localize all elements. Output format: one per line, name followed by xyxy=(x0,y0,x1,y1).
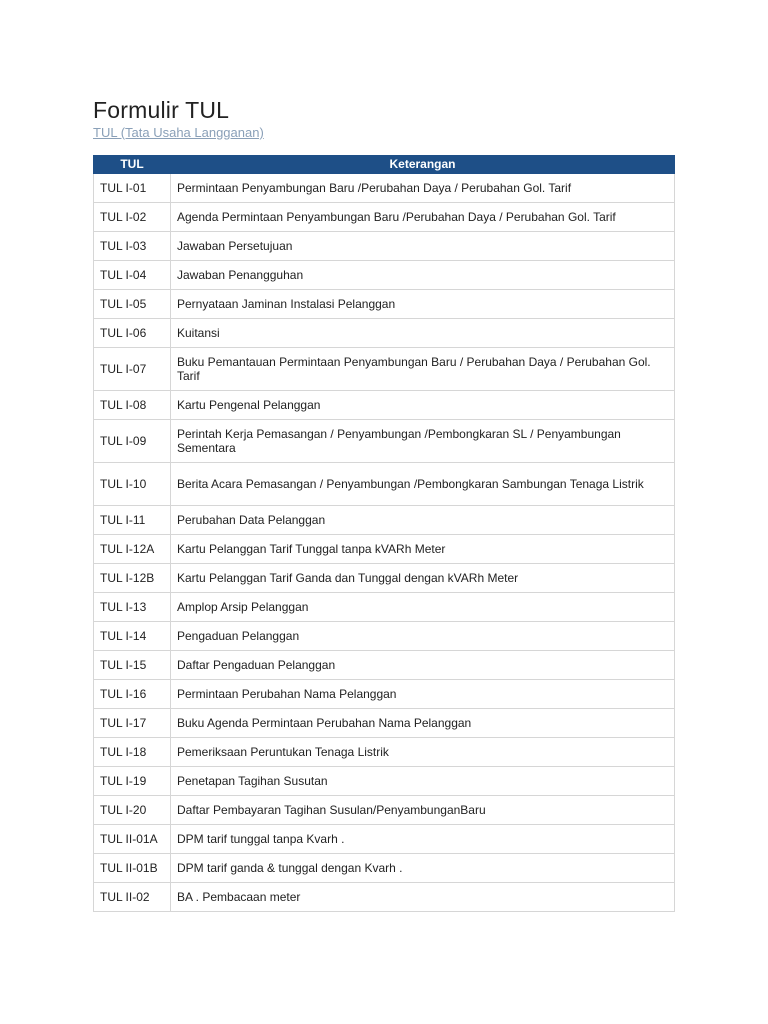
keterangan-cell: Pemeriksaan Peruntukan Tenaga Listrik xyxy=(171,738,675,767)
tul-code-cell: TUL I-04 xyxy=(94,261,171,290)
keterangan-cell: Jawaban Penangguhan xyxy=(171,261,675,290)
tul-code-cell: TUL I-07 xyxy=(94,348,171,391)
table-row xyxy=(94,883,675,912)
tul-code-cell: TUL I-16 xyxy=(94,680,171,709)
table-row xyxy=(94,825,675,854)
tul-code-cell: TUL II-01B xyxy=(94,854,171,883)
keterangan-cell: Permintaan Penyambungan Baru /Perubahan Daya / Perubahan Gol. Tarif xyxy=(171,174,675,203)
tul-code-cell: TUL I-15 xyxy=(94,651,171,680)
keterangan-cell: DPM tarif ganda & tunggal dengan Kvarh . xyxy=(171,854,675,883)
keterangan-cell: Pengaduan Pelanggan xyxy=(171,622,675,651)
tul-code-cell: TUL I-02 xyxy=(94,203,171,232)
keterangan-cell: Daftar Pembayaran Tagihan Susulan/PenyambunganBaru xyxy=(171,796,675,825)
table-row xyxy=(94,680,675,709)
keterangan-cell: Perubahan Data Pelanggan xyxy=(171,506,675,535)
tul-code-cell: TUL I-06 xyxy=(94,319,171,348)
keterangan-cell: Pernyataan Jaminan Instalasi Pelanggan xyxy=(171,290,675,319)
table-row xyxy=(94,391,675,420)
tul-code-cell: TUL I-19 xyxy=(94,767,171,796)
keterangan-cell: Kartu Pelanggan Tarif Tunggal tanpa kVARh Meter xyxy=(171,535,675,564)
table-row xyxy=(94,348,675,391)
table-body xyxy=(94,174,675,912)
keterangan-cell: DPM tarif tunggal tanpa Kvarh . xyxy=(171,825,675,854)
keterangan-cell: Perintah Kerja Pemasangan / Penyambungan /Pembongkaran SL / Penyambungan Sementara xyxy=(171,420,675,463)
tul-code-cell: TUL I-10 xyxy=(94,463,171,506)
tul-code-cell: TUL II-02 xyxy=(94,883,171,912)
table-row xyxy=(94,174,675,203)
tul-code-cell: TUL I-05 xyxy=(94,290,171,319)
table-row xyxy=(94,593,675,622)
keterangan-cell: Daftar Pengaduan Pelanggan xyxy=(171,651,675,680)
table-row xyxy=(94,767,675,796)
keterangan-cell: Buku Pemantauan Permintaan Penyambungan Baru / Perubahan Daya / Perubahan Gol. Tarif xyxy=(171,348,675,391)
column-header-tul: TUL xyxy=(94,156,171,174)
table-row xyxy=(94,506,675,535)
table-header-row xyxy=(94,156,675,174)
tul-code-cell: TUL I-01 xyxy=(94,174,171,203)
table-row xyxy=(94,232,675,261)
column-header-keterangan: Keterangan xyxy=(171,156,675,174)
page-title: Formulir TUL xyxy=(93,97,230,123)
tul-code-cell: TUL I-03 xyxy=(94,232,171,261)
table-row xyxy=(94,420,675,463)
table-row xyxy=(94,738,675,767)
table-row xyxy=(94,651,675,680)
keterangan-cell: Berita Acara Pemasangan / Penyambungan /Pembongkaran Sambungan Tenaga Listrik xyxy=(171,463,675,506)
table-row xyxy=(94,709,675,738)
tul-code-cell: TUL I-11 xyxy=(94,506,171,535)
tul-code-cell: TUL I-18 xyxy=(94,738,171,767)
table-row xyxy=(94,463,675,506)
tul-code-cell: TUL I-17 xyxy=(94,709,171,738)
tul-code-cell: TUL I-12B xyxy=(94,564,171,593)
table-row xyxy=(94,261,675,290)
table-row xyxy=(94,564,675,593)
keterangan-cell: Agenda Permintaan Penyambungan Baru /Perubahan Daya / Perubahan Gol. Tarif xyxy=(171,203,675,232)
keterangan-cell: Kartu Pelanggan Tarif Ganda dan Tunggal dengan kVARh Meter xyxy=(171,564,675,593)
tul-code-cell: TUL I-08 xyxy=(94,391,171,420)
table-row xyxy=(94,535,675,564)
table-row xyxy=(94,796,675,825)
tul-code-cell: TUL I-14 xyxy=(94,622,171,651)
tul-table xyxy=(93,155,675,912)
keterangan-cell: Amplop Arsip Pelanggan xyxy=(171,593,675,622)
table-row xyxy=(94,203,675,232)
tul-code-cell: TUL I-20 xyxy=(94,796,171,825)
tul-code-cell: TUL I-09 xyxy=(94,420,171,463)
keterangan-cell: Jawaban Persetujuan xyxy=(171,232,675,261)
table-row xyxy=(94,854,675,883)
keterangan-cell: BA . Pembacaan meter xyxy=(171,883,675,912)
tul-code-cell: TUL I-13 xyxy=(94,593,171,622)
table-row xyxy=(94,622,675,651)
tul-code-cell: TUL II-01A xyxy=(94,825,171,854)
subtitle-link[interactable]: TUL (Tata Usaha Langganan) xyxy=(93,125,264,140)
keterangan-cell: Penetapan Tagihan Susutan xyxy=(171,767,675,796)
tul-code-cell: TUL I-12A xyxy=(94,535,171,564)
table-row xyxy=(94,319,675,348)
keterangan-cell: Kuitansi xyxy=(171,319,675,348)
keterangan-cell: Kartu Pengenal Pelanggan xyxy=(171,391,675,420)
table-row xyxy=(94,290,675,319)
keterangan-cell: Buku Agenda Permintaan Perubahan Nama Pelanggan xyxy=(171,709,675,738)
keterangan-cell: Permintaan Perubahan Nama Pelanggan xyxy=(171,680,675,709)
document-page xyxy=(93,96,675,912)
